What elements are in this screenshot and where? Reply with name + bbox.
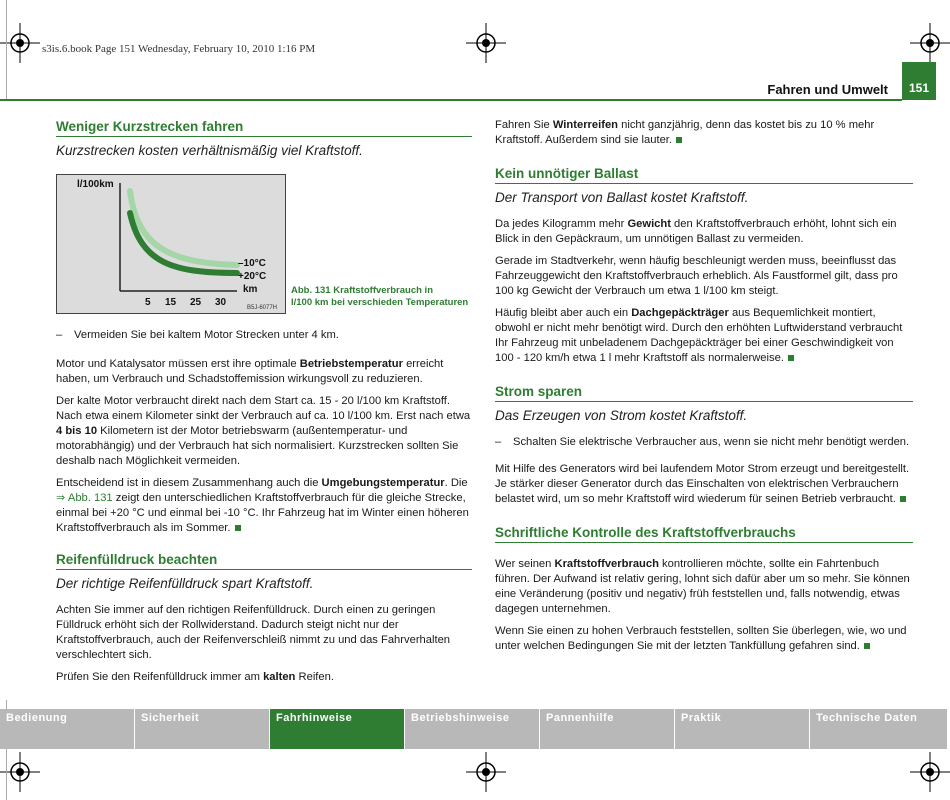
- paragraph: Fahren Sie Winterreifen nicht ganzjährig, denn das kostet bis zu 10 % mehr Kraftstoff. Außerdem sind sie lauter.: [495, 119, 875, 146]
- y-axis-label: l/100km: [77, 179, 114, 190]
- registration-mark-icon: [910, 23, 950, 63]
- section-subtitle: Das Erzeugen von Strom kostet Kraftstoff.: [495, 408, 748, 423]
- registration-mark-icon: [910, 752, 950, 792]
- paragraph: Achten Sie immer auf den richtigen Reifenfülldruck. Durch einen zu geringen Fülldruck erhöht sich der Rollwiderstand. Dadurch steigt nicht nur der Kraftstoffverbrauch, auch der Reifenverschleiß nimmt zu und das Fahrverhalten verschlechtert sich.: [56, 604, 451, 661]
- running-header-title: Fahren und Umwelt: [767, 82, 888, 97]
- registration-mark-icon: [466, 752, 506, 792]
- figure-caption: [291, 285, 476, 309]
- bullet-item: [56, 328, 472, 343]
- paragraph: Der kalte Motor verbraucht direkt nach dem Start ca. 15 - 20 l/100 km Kraftstoff. Nach etwa einem Kilometer sinkt der Verbrauch auf ca. 10 l/100 km. Erst nach etwa 4 bis 10 Kilometern ist der Motor betriebswarm (außentemperatur- und motorabhängig) und der Verbrauch hat sich normalisiert. Kurzstrecken sollten Sie deshalb nach Möglichkeit vermeiden.: [56, 395, 471, 467]
- section-heading: Schriftliche Kontrolle des Kraftstoffverbrauchs: [495, 525, 913, 543]
- bullet-text: Vermeiden Sie bei kaltem Motor Strecken unter 4 km.: [74, 329, 339, 341]
- x-tick: 25: [190, 297, 202, 308]
- legend-warm: +20°C: [238, 271, 267, 282]
- section-subtitle: Der Transport von Ballast kostet Kraftstoff.: [495, 190, 749, 205]
- end-mark-icon: [788, 355, 794, 361]
- x-axis-label: km: [243, 284, 258, 295]
- consumption-figure: [56, 174, 286, 314]
- figure-caption-line: l/100 km bei verschieden Temperaturen: [291, 297, 469, 308]
- paragraph: Prüfen Sie den Reifenfülldruck immer am kalten Reifen.: [56, 671, 334, 683]
- x-tick: 30: [215, 297, 227, 308]
- end-mark-icon: [235, 525, 241, 531]
- figure-caption-line: Abb. 131 Kraftstoffverbrauch in: [291, 285, 433, 296]
- figure-reference-link[interactable]: ⇒ Abb. 131: [56, 492, 113, 504]
- file-info: s3is.6.book Page 151 Wednesday, February 10, 2010 1:16 PM: [42, 43, 316, 55]
- legend-cold: –10°C: [238, 258, 266, 269]
- tab-sicherheit[interactable]: Sicherheit: [135, 709, 269, 749]
- section-subtitle: Kurzstrecken kosten verhältnismäßig viel Kraftstoff.: [56, 143, 363, 158]
- section-subtitle: Der richtige Reifenfülldruck spart Kraftstoff.: [56, 576, 314, 591]
- left-column-body: [56, 328, 472, 692]
- section-heading: Kein unnötiger Ballast: [495, 166, 913, 184]
- x-tick: 5: [145, 297, 151, 308]
- tab-technische-daten[interactable]: Technische Daten: [810, 709, 947, 749]
- paragraph: Wer seinen Kraftstoffverbrauch kontrollieren möchte, sollte ein Fahrtenbuch führen. Der Aufwand ist relativ gering, lohnt sich dafür aber um so mehr. Sie können eine Veränderung (positiv und negativ) früh feststellen und, falls notwendig, etwas dagegen unternehmen.: [495, 558, 910, 615]
- tab-pannenhilfe[interactable]: Pannenhilfe: [540, 709, 674, 749]
- paragraph: Häufig bleibt aber auch ein Dachgepäckträger aus Bequemlichkeit montiert, obwohl er nicht mehr benötigt wird. Durch den erhöhten Luftwiderstand verbraucht Ihr Fahrzeug mit unbeladenem Dachgepäckträger bei einer Geschwindigkeit von 100 - 120 km/h etwa 1 l mehr Kraftstoff als normalerweise.: [495, 307, 903, 364]
- section-heading: Strom sparen: [495, 384, 913, 402]
- end-mark-icon: [900, 496, 906, 502]
- consumption-chart: [57, 175, 285, 313]
- tab-fahrhinweise[interactable]: Fahrhinweise: [270, 709, 404, 749]
- left-column-top: [56, 119, 472, 170]
- figure-code: B5J-6077H: [247, 305, 278, 311]
- curve-cold: [130, 191, 237, 265]
- right-column: [495, 118, 913, 661]
- paragraph: Da jedes Kilogramm mehr Gewicht den Kraftstoffverbrauch erhöht, lohnt sich ein Blick in den Gepäckraum, um unnötigen Ballast zu vermeiden.: [495, 218, 897, 245]
- tab-betriebshinweise[interactable]: Betriebshinweise: [405, 709, 539, 749]
- end-mark-icon: [676, 137, 682, 143]
- section-heading: Reifenfülldruck beachten: [56, 552, 472, 570]
- page-number: 151: [902, 62, 936, 100]
- registration-mark-icon: [466, 23, 506, 63]
- header-rule: [0, 99, 902, 101]
- x-tick: 15: [165, 297, 177, 308]
- paragraph: Motor und Katalysator müssen erst ihre optimale Betriebstemperatur erreicht haben, um Verbrauch und Schadstoffemission wirkungsvoll zu reduzieren.: [56, 358, 444, 385]
- section-heading: Weniger Kurzstrecken fahren: [56, 119, 472, 137]
- bullet-item: [495, 435, 913, 450]
- paragraph: Gerade im Stadtverkehr, wenn häufig beschleunigt werden muss, beeinflusst das Fahrzeuggewicht den Kraftstoffverbrauch erheblich. Als Faustformel gilt, dass pro 100 kg Gewicht der Verbrauch um etwa 1 l/100 km steigt.: [495, 255, 898, 297]
- bullet-text: Schalten Sie elektrische Verbraucher aus, wenn sie nicht mehr benötigt werden.: [513, 436, 910, 448]
- bullet-dash: –: [56, 329, 63, 341]
- trim-line: [6, 0, 7, 100]
- paragraph: Wenn Sie einen zu hohen Verbrauch feststellen, sollten Sie überlegen, wie, wo und unter welchen Bedingungen Sie mit der letzten Tankfüllung gefahren sind.: [495, 625, 907, 652]
- chapter-tabs: [0, 709, 950, 749]
- bullet-dash: –: [495, 436, 502, 448]
- paragraph: Mit Hilfe des Generators wird bei laufendem Motor Strom erzeugt und bereitgestellt. Je stärker dieser Generator durch das Einschalten von elektrischen Verbrauchern belastet wird, um so mehr Kraftstoff wird wiederum für seinen Betrieb verbraucht.: [495, 463, 910, 505]
- tab-praktik[interactable]: Praktik: [675, 709, 809, 749]
- tab-bedienung[interactable]: Bedienung: [0, 709, 134, 749]
- end-mark-icon: [864, 643, 870, 649]
- paragraph: Entscheidend ist in diesem Zusammenhang auch die Umgebungstemperatur. Die ⇒ Abb. 131 zeigt den unterschiedlichen Kraftstoffverbrauch für die gleiche Strecke, einmal bei +20 °C und einmal bei -10 °C. Ihr Fahrzeug hat im Winter einen höheren Kraftstoffverbrauch als im Sommer.: [56, 477, 469, 534]
